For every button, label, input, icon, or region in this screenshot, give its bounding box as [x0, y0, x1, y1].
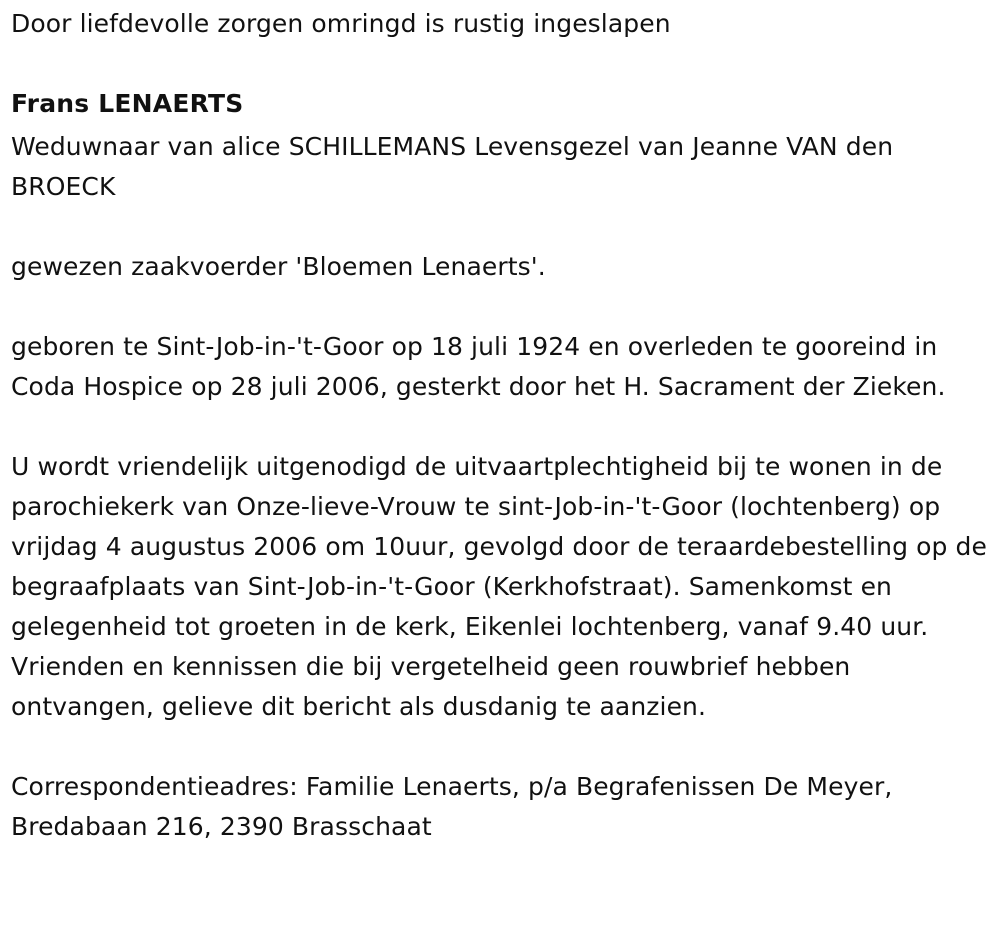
obituary-notice — [11, 4, 989, 847]
correspondence-paragraph: Correspondentieadres: Familie Lenaerts, p/a Begrafenissen De Meyer, Bredabaan 216, 2390 Brasschaat — [11, 772, 893, 841]
relation-paragraph: Weduwnaar van alice SCHILLEMANS Levensgezel van Jeanne VAN den BROECK — [11, 132, 894, 201]
occupation-paragraph: gewezen zaakvoerder 'Bloemen Lenaerts'. — [11, 252, 546, 281]
ceremony-paragraph: U wordt vriendelijk uitgenodigd de uitvaartplechtigheid bij te wonen in de parochiekerk van Onze-lieve-Vrouw te sint-Job-in-'t-Goor (lochtenberg) op vrijdag 4 augustus 2006 om 10uur, gevolgd door de teraardebestelling op de begraafplaats van Sint-Job-in-'t-Goor (Kerkhofstraat). Samenkomst en gelegenheid tot groeten in de kerk, Eikenlei lochtenberg, vanaf 9.40 uur. Vrienden en kennissen die bij vergetelheid geen rouwbrief hebben ontvangen, gelieve dit bericht als dusdanig te aanzien. — [11, 452, 987, 721]
birth-death-paragraph: geboren te Sint-Job-in-'t-Goor op 18 juli 1924 en overleden te gooreind in Coda Hospice op 28 juli 2006, gesterkt door het H. Sacrament der Zieken. — [11, 332, 946, 401]
intro-line: Door liefdevolle zorgen omringd is rustig ingeslapen — [11, 9, 671, 38]
deceased-name: Frans LENAERTS — [11, 89, 244, 118]
